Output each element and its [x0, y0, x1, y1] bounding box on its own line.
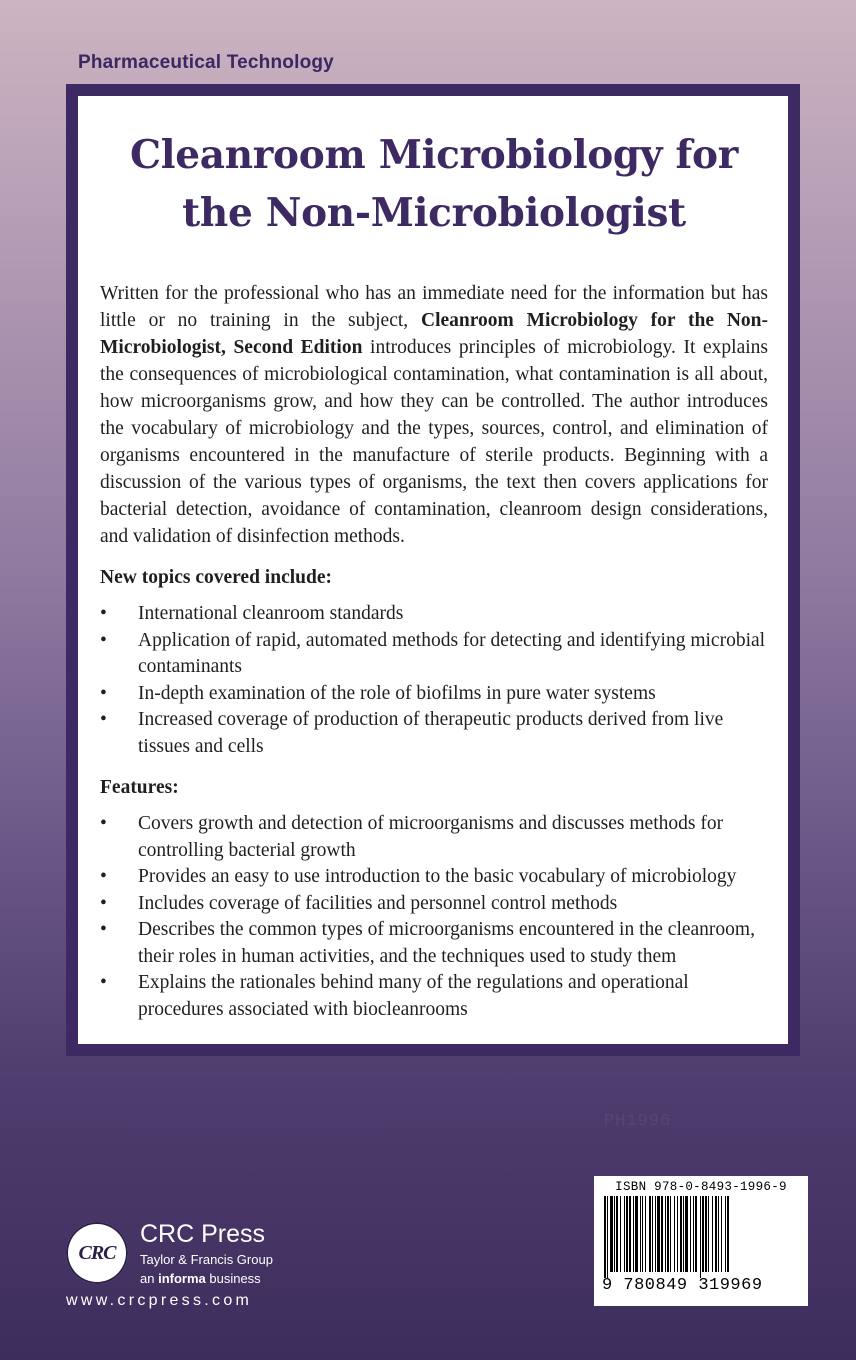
barcode-bar	[624, 1196, 625, 1272]
barcode-bar	[670, 1196, 671, 1272]
list-item	[100, 917, 768, 970]
features-heading: Features:	[100, 777, 179, 798]
barcode-bar	[677, 1196, 678, 1272]
list-item-text: International cleanroom standards	[138, 603, 404, 624]
barcode-bar	[705, 1196, 707, 1272]
list-item	[100, 864, 768, 891]
barcode-bar	[657, 1196, 660, 1272]
features-list	[100, 811, 768, 1023]
new-topics-heading: New topics covered include:	[100, 567, 332, 588]
bullet-icon: •	[100, 682, 107, 704]
barcode-bar	[652, 1196, 653, 1272]
content-panel	[78, 96, 788, 1044]
barcode-bar	[690, 1196, 691, 1272]
description-post: introduces principles of microbiology. It explains the consequences of microbiological contamination, what contamination is all about, how microorganisms grow, and how they can be controlled. The author introduces the vocabulary of microbiology and the types, sources, control, and elimination of organisms encountered in the manufacture of sterile products. Beginning with a discussion of the various types of organisms, the text then covers applications for bacterial detection, avoidance of contamination, cleanroom design considerations, and validation of disinfection methods.	[100, 337, 768, 547]
barcode-bar	[604, 1196, 606, 1278]
barcode-bar	[633, 1196, 634, 1272]
barcode-bar	[640, 1196, 641, 1272]
bullet-icon: •	[100, 892, 107, 914]
barcode-bar	[695, 1196, 697, 1272]
description-paragraph	[100, 280, 768, 550]
bullet-icon: •	[100, 629, 107, 651]
description-bold-title: Cleanroom Microbiology for the Non-Microbiologist, Second Edition	[100, 310, 769, 358]
barcode-bar	[642, 1196, 643, 1272]
book-title-line-2: the Non-Microbiologist	[182, 190, 686, 236]
barcode-bar	[700, 1196, 701, 1278]
list-item	[100, 601, 768, 628]
publisher-business	[140, 1271, 261, 1286]
list-item-text: Provides an easy to use introduction to the basic vocabulary of microbiology	[138, 866, 737, 887]
barcode-bar	[683, 1196, 684, 1272]
barcode-bar	[616, 1196, 618, 1272]
publisher-business-post: business	[205, 1271, 261, 1286]
list-item-text: In-depth examination of the role of biofilms in pure water systems	[138, 682, 656, 704]
barcode-bar	[645, 1196, 646, 1272]
barcode-bar	[721, 1196, 722, 1272]
list-item	[100, 628, 768, 681]
list-item	[100, 970, 768, 1023]
list-item	[100, 707, 768, 760]
publisher-business-pre: an	[140, 1271, 159, 1286]
barcode-bar	[727, 1196, 729, 1272]
bullet-icon: •	[100, 813, 107, 834]
barcode-bar	[702, 1196, 704, 1272]
barcode-bar	[607, 1196, 608, 1278]
list-item	[100, 811, 768, 864]
bullet-icon: •	[100, 919, 107, 940]
isbn-digits: 9 780849 319969	[602, 1276, 763, 1295]
list-item-text: Increased coverage of production of therapeutic products derived from live tissues and cells	[138, 709, 724, 757]
bullet-icon: •	[100, 603, 107, 624]
list-item-text: Covers growth and detection of microorganisms and discusses methods for controlling bacterial growth	[138, 813, 724, 861]
publisher-business-brand: informa	[158, 1271, 206, 1286]
isbn-label: ISBN 978-0-8493-1996-9	[615, 1180, 787, 1194]
barcode-icon	[602, 1196, 800, 1278]
publisher-url[interactable]: www.crcpress.com	[66, 1292, 253, 1309]
bullet-icon: •	[100, 709, 107, 730]
bullet-icon: •	[100, 972, 107, 993]
crc-logo-text: CRC	[78, 1241, 116, 1264]
list-item-text: Includes coverage of facilities and personnel control methods	[138, 892, 618, 914]
barcode-bar	[718, 1196, 719, 1272]
barcode-bar	[685, 1196, 688, 1272]
barcode-bar	[725, 1196, 726, 1272]
barcode-bar	[667, 1196, 669, 1272]
barcode-bar	[610, 1196, 613, 1272]
barcode-bar	[620, 1196, 621, 1272]
barcode-bar	[661, 1196, 663, 1272]
content-frame	[66, 84, 800, 1056]
list-item	[100, 891, 768, 918]
library-stamp: PH1996	[604, 1112, 672, 1131]
list-item-text: Application of rapid, automated methods for detecting and identifying microbial contaminants	[138, 629, 766, 677]
series-name: Pharmaceutical Technology	[78, 52, 334, 73]
publisher-group: Taylor & Francis Group	[140, 1252, 273, 1267]
barcode-bar	[693, 1196, 694, 1272]
description-pre: Written for the professional who has an immediate need for the information but has little or no training in the subject,	[100, 283, 768, 331]
barcode-bar	[674, 1196, 675, 1272]
barcode-bar	[655, 1196, 656, 1272]
publisher-name: CRC Press	[140, 1220, 266, 1248]
barcode-bar	[680, 1196, 682, 1272]
new-topics-list	[100, 601, 768, 760]
barcode-bar	[626, 1196, 628, 1272]
barcode-bar	[715, 1196, 717, 1272]
barcode-bar	[712, 1196, 713, 1272]
book-title-line-1: Cleanroom Microbiology for	[130, 132, 738, 178]
crc-logo-icon	[66, 1222, 128, 1284]
barcode-bar	[665, 1196, 666, 1272]
barcode-bar	[614, 1196, 615, 1272]
barcode-bar	[649, 1196, 651, 1272]
barcode-bar	[629, 1196, 631, 1272]
bullet-icon: •	[100, 866, 107, 887]
list-item	[100, 681, 768, 708]
isbn-barcode	[594, 1176, 808, 1306]
list-item-text: Describes the common types of microorganisms encountered in the cleanroom, their roles in human activities, and the techniques used to study them	[138, 919, 755, 967]
book-title	[100, 126, 768, 242]
barcode-bar	[635, 1196, 638, 1272]
list-item-text: Explains the rationales behind many of the regulations and operational procedures associated with biocleanrooms	[138, 972, 689, 1020]
barcode-bar	[708, 1196, 709, 1272]
